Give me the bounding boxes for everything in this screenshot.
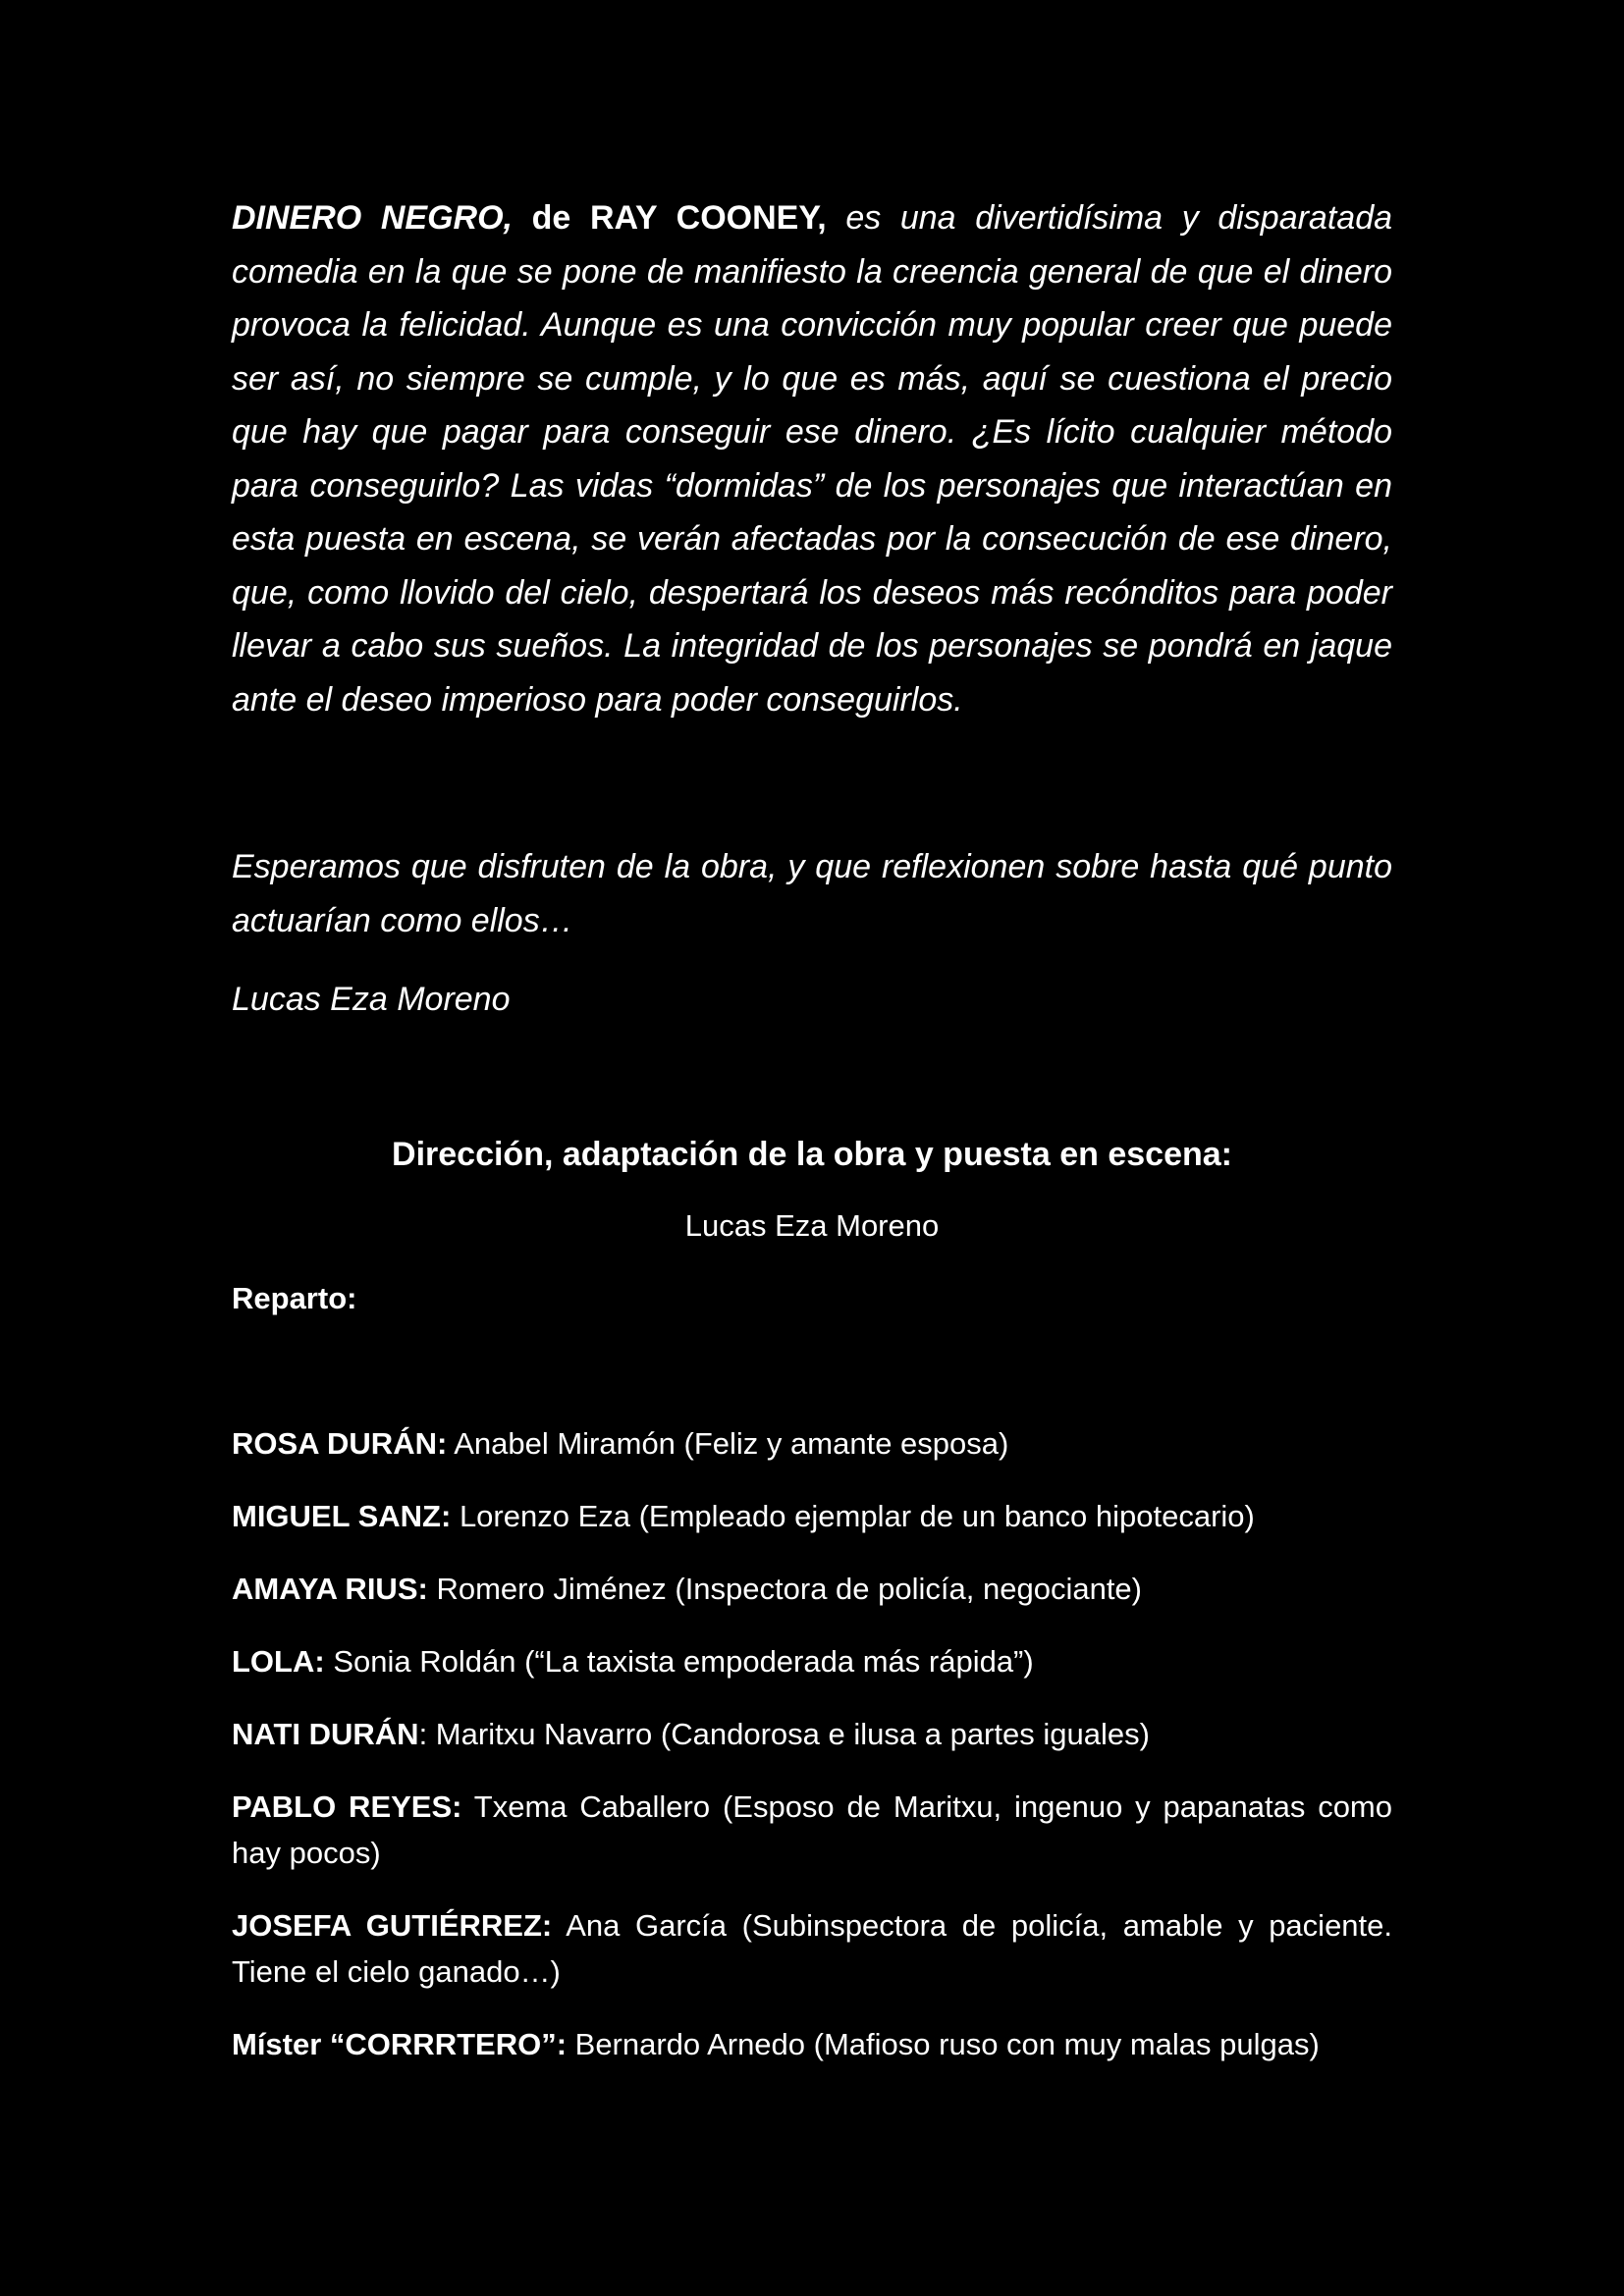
cast-role: MIGUEL SANZ: [232, 1499, 452, 1533]
closing-paragraph: Esperamos que disfruten de la obra, y que reflexionen sobre hasta qué punto actuarían como ellos… [232, 848, 1392, 939]
cast-actor: : Maritxu Navarro (Candorosa e ilusa a partes iguales) [418, 1717, 1150, 1751]
direction-heading: Dirección, adaptación de la obra y puesta en escena: [392, 1136, 1232, 1173]
signature: Lucas Eza Moreno [232, 981, 511, 1018]
director-name: Lucas Eza Moreno [684, 1208, 940, 1243]
de-word: de [531, 199, 571, 237]
intro-body: es una divertidísima y disparatada comedia en la que se pone de manifiesto la creencia general de que el dinero provoca la felicidad. Aunque es una convicción muy popular creer que puede ser así, no siempre se cumple, y lo que es más, aquí se cuestiona el precio que hay que pagar para conseguir ese dinero. ¿Es lícito cualquier método para conseguirlo? Las vidas “dormidas” de los personajes que interactúan en esta puesta en escena, se verán afectadas por la consecución de ese dinero, que, como llovido del cielo, despertará los deseos más recónditos para poder llevar a cabo sus sueños. La integridad de los personajes se pondrá en jaque ante el deseo imperioso para poder conseguirlos. [232, 199, 1393, 719]
cast-role: PABLO REYES: [232, 1789, 462, 1824]
cast-role: JOSEFA GUTIÉRREZ: [232, 1908, 553, 1943]
cast-item [232, 1711, 1392, 1757]
cast-item [232, 1566, 1392, 1612]
cast-role: LOLA: [232, 1644, 325, 1679]
cast-actor: Bernardo Arnedo (Mafioso ruso con muy malas pulgas) [574, 2027, 1320, 2061]
cast-item [232, 1493, 1392, 1539]
cast-actor: Anabel Miramón (Feliz y amante esposa) [454, 1426, 1009, 1461]
intro-paragraph [232, 191, 1392, 726]
cast-list [232, 1420, 1392, 2067]
cast-item [232, 1784, 1392, 1876]
cast-item [232, 1902, 1392, 1995]
author-name: RAY COONEY, [589, 199, 827, 237]
cast-actor: Txema Caballero (Esposo de Maritxu, ingenuo y papanatas como hay pocos) [232, 1789, 1392, 1870]
cast-item [232, 1638, 1392, 1684]
cast-item [232, 1420, 1392, 1467]
cast-role: ROSA DURÁN: [232, 1426, 448, 1461]
cast-role: AMAYA RIUS: [232, 1572, 428, 1606]
document-content [232, 191, 1392, 2094]
cast-actor: Romero Jiménez (Inspectora de policía, negociante) [436, 1572, 1142, 1606]
play-title: DINERO NEGRO, [232, 199, 513, 237]
cast-item [232, 2021, 1392, 2067]
cast-role: Míster “CORRRTERO”: [232, 2027, 568, 2061]
cast-actor: Ana García (Subinspectora de policía, amable y paciente. Tiene el cielo ganado…) [232, 1908, 1393, 1989]
cast-actor: Lorenzo Eza (Empleado ejemplar de un banco hipotecario) [459, 1499, 1255, 1533]
cast-actor: Sonia Roldán (“La taxista empoderada más rápida”) [333, 1644, 1034, 1679]
cast-heading: Reparto: [232, 1281, 357, 1315]
cast-role: NATI DURÁN [232, 1717, 419, 1751]
